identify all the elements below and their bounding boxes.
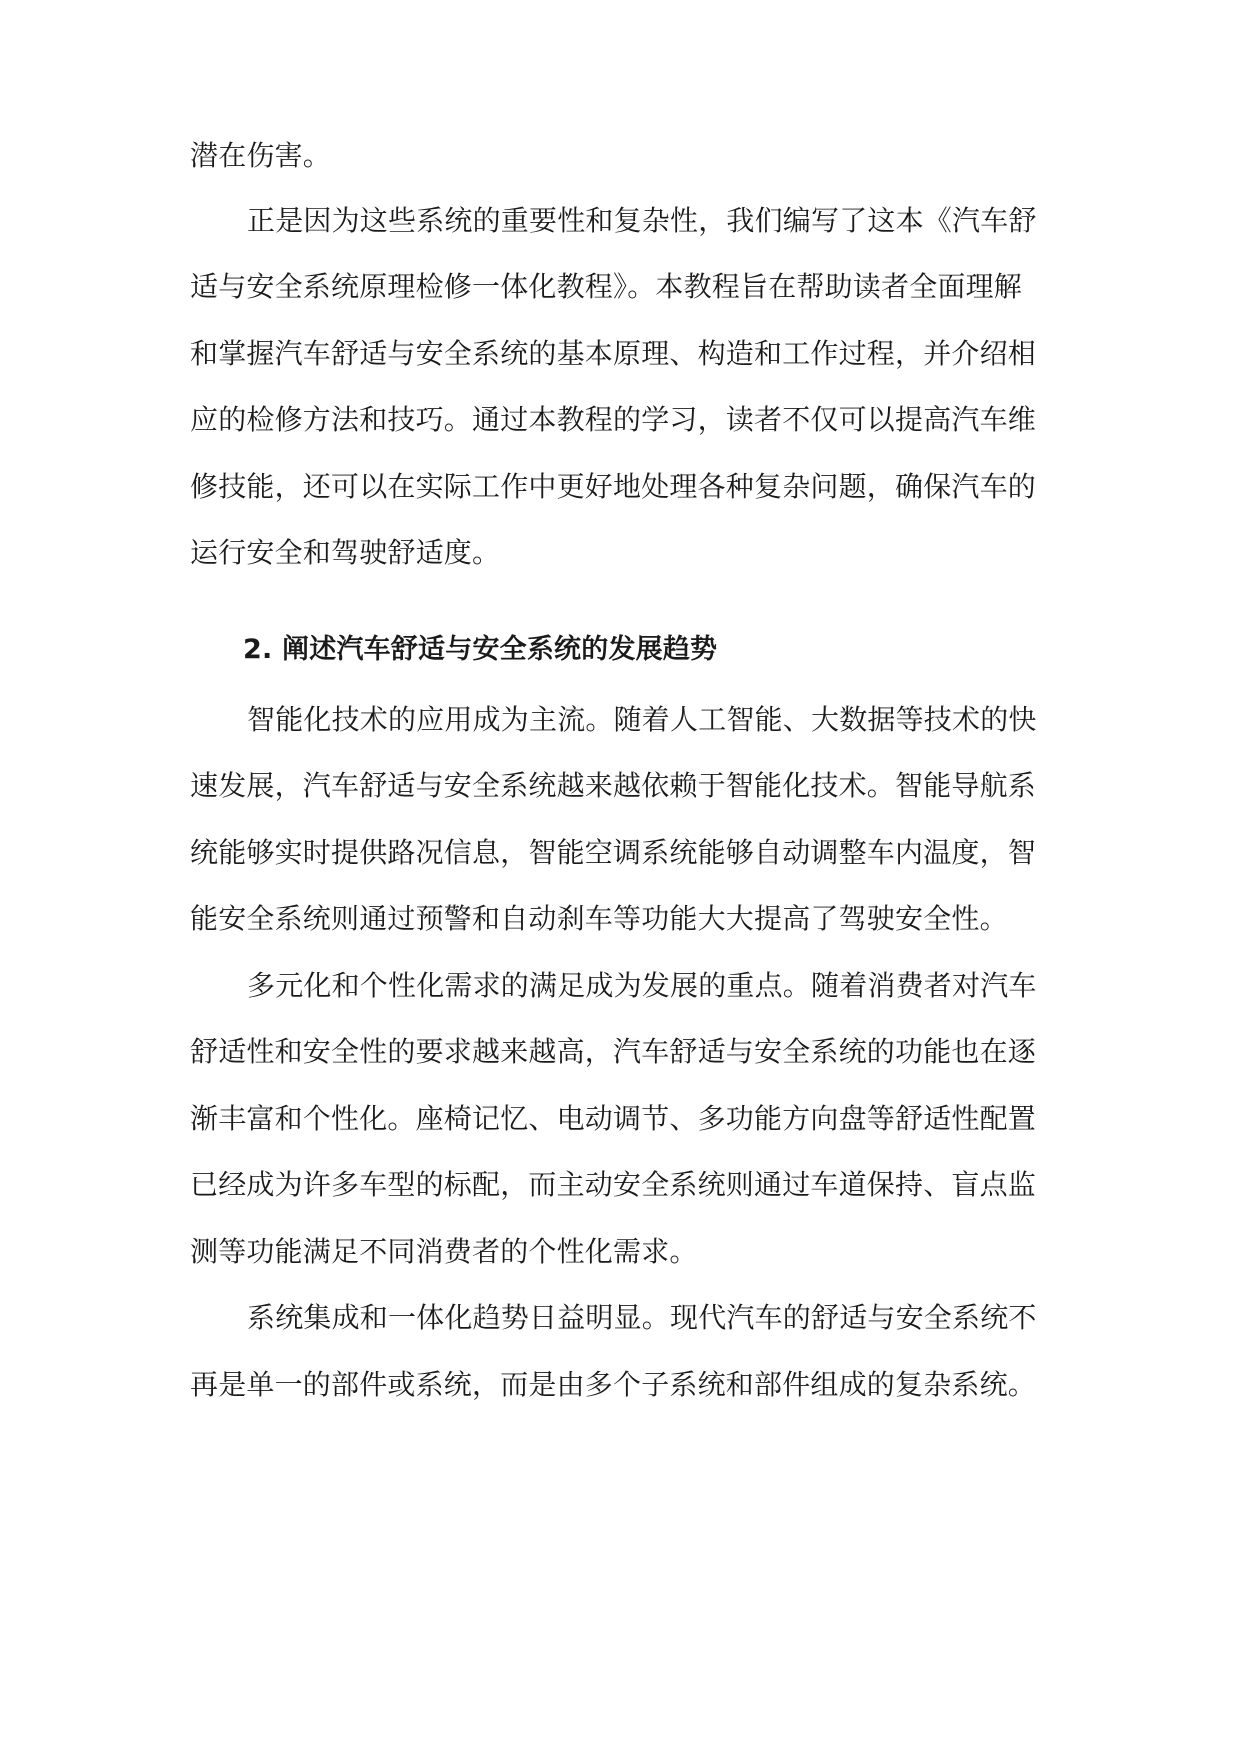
section-heading: 2. 阐述汽车舒适与安全系统的发展趋势 — [243, 634, 718, 665]
paragraph-first-line: 智能化技术的应用成为主流。随着人工智能、大数据等技术的快 — [247, 703, 1037, 736]
text-line: 能安全系统则通过预警和自动刹车等功能大大提高了驾驶安全性。 — [190, 902, 1008, 935]
text-line: 潜在伤害。 — [190, 139, 332, 172]
text-line: 已经成为许多车型的标配，而主动安全系统则通过车道保持、盲点监 — [190, 1168, 1037, 1201]
text-line: 舒适性和安全性的要求越来越高，汽车舒适与安全系统的功能也在逐 — [190, 1035, 1037, 1068]
text-line: 运行安全和驾驶舒适度。 — [190, 536, 501, 569]
text-line: 速发展，汽车舒适与安全系统越来越依赖于智能化技术。智能导航系 — [190, 769, 1037, 802]
text-line: 统能够实时提供路况信息，智能空调系统能够自动调整车内温度，智 — [190, 836, 1037, 869]
paragraph-first-line: 正是因为这些系统的重要性和复杂性，我们编写了这本《汽车舒 — [247, 204, 1037, 237]
text-line: 和掌握汽车舒适与安全系统的基本原理、构造和工作过程，并介绍相 — [190, 337, 1037, 370]
text-line: 渐丰富和个性化。座椅记忆、电动调节、多功能方向盘等舒适性配置 — [190, 1102, 1037, 1135]
text-line: 应的检修方法和技巧。通过本教程的学习，读者不仅可以提高汽车维 — [190, 403, 1037, 436]
paragraph-first-line: 多元化和个性化需求的满足成为发展的重点。随着消费者对汽车 — [247, 969, 1037, 1002]
paragraph-first-line: 系统集成和一体化趋势日益明显。现代汽车的舒适与安全系统不 — [247, 1301, 1037, 1334]
text-line: 修技能，还可以在实际工作中更好地处理各种复杂问题，确保汽车的 — [190, 470, 1037, 503]
text-line: 测等功能满足不同消费者的个性化需求。 — [190, 1235, 698, 1268]
text-line: 适与安全系统原理检修一体化教程》。本教程旨在帮助读者全面理解 — [190, 270, 1023, 303]
text-line: 再是单一的部件或系统，而是由多个子系统和部件组成的复杂系统。 — [190, 1368, 1037, 1401]
